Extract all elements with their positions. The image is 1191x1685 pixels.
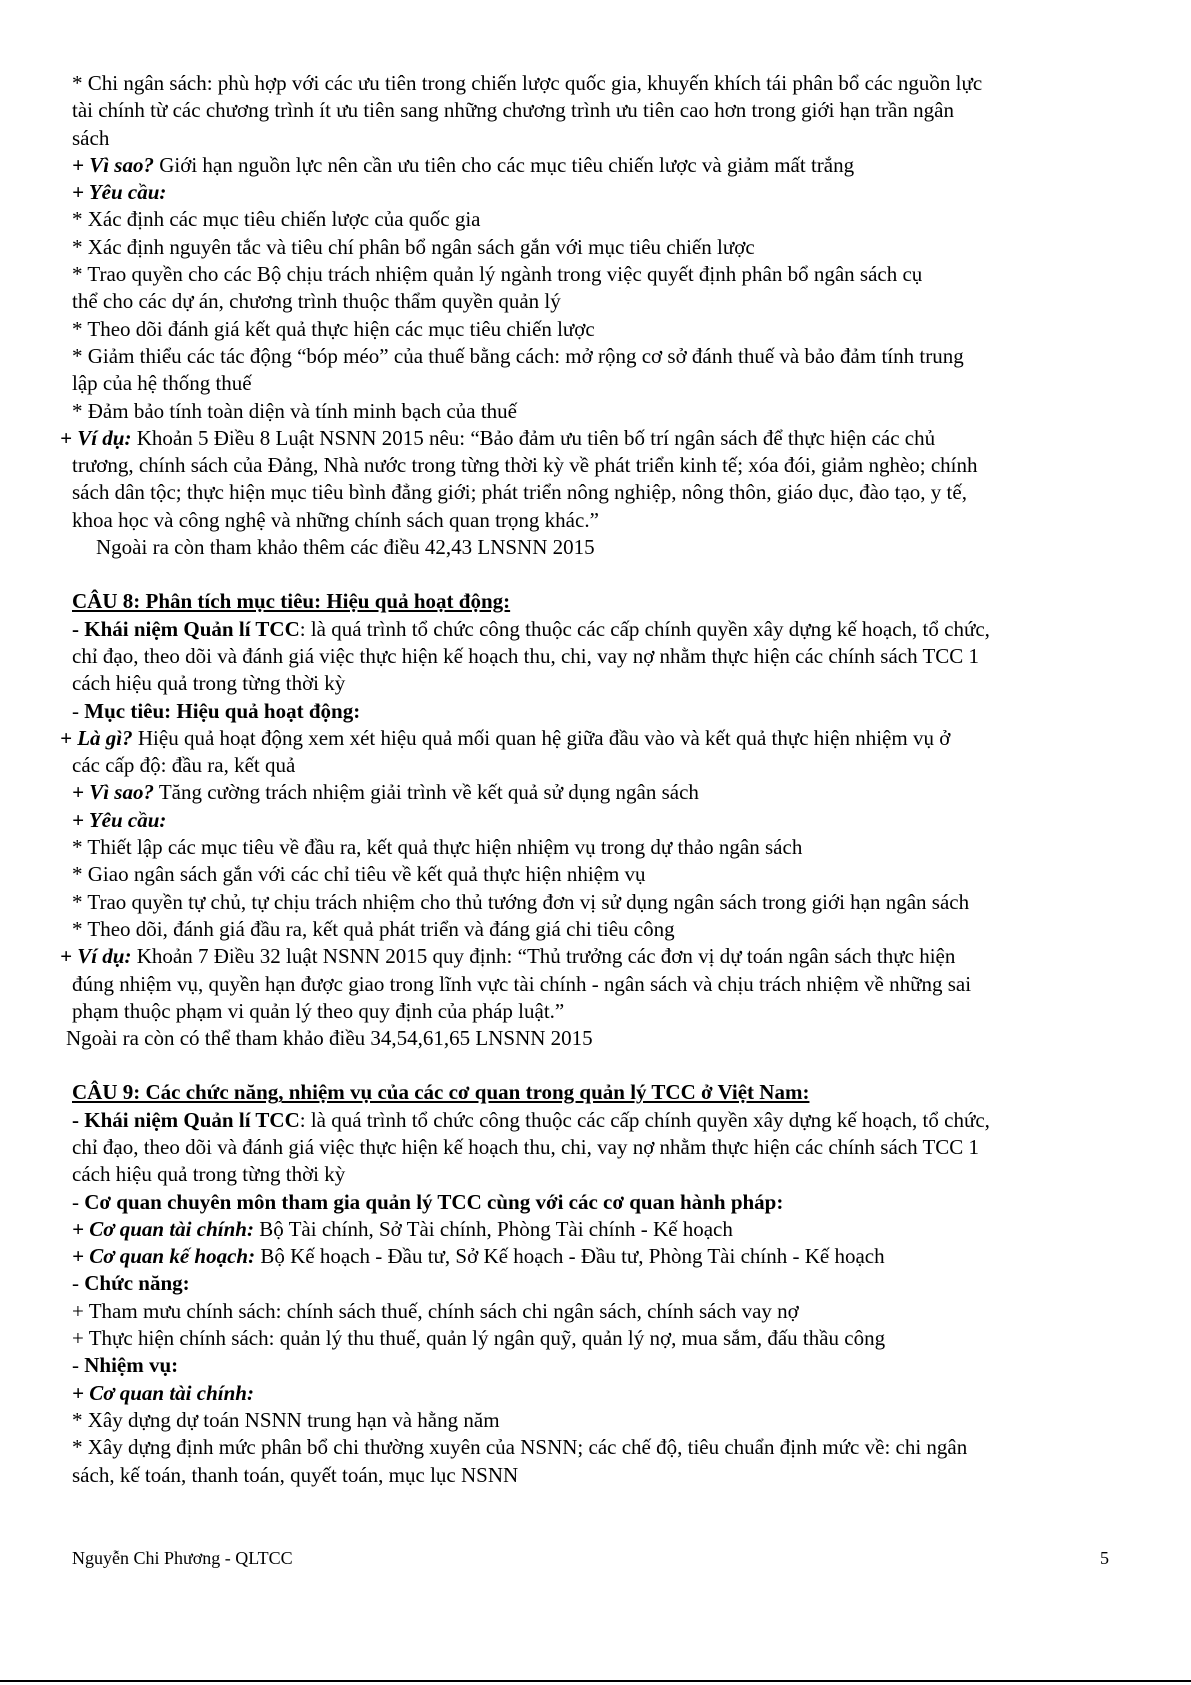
text-line: [72, 1189, 1122, 1216]
text-line: đúng nhiệm vụ, quyền hạn được giao trong lĩnh vực tài chính - ngân sách và chịu trách nhiệm về những sai: [72, 971, 972, 996]
text-line: [72, 1107, 1122, 1134]
section-heading-cau-9: CÂU 9: Các chức năng, nhiệm vụ của các cơ quan trong quản lý TCC ở Việt Nam:: [72, 1080, 810, 1105]
text-line: chỉ đạo, theo dõi và đánh giá việc thực hiện kế hoạch thu, chi, vay nợ nhằm thực hiện các chính sách TCC 1: [72, 1134, 980, 1159]
text-line: chỉ đạo, theo dõi và đánh giá việc thực hiện kế hoạch thu, chi, vay nợ nhằm thực hiện các chính sách TCC 1: [72, 643, 980, 668]
text-line: * Xây dựng dự toán NSNN trung hạn và hằng năm: [72, 1407, 500, 1432]
label-requirements: + Yêu cầu:: [72, 807, 167, 832]
label-why: + Vì sao?: [72, 152, 154, 177]
duties-label: Nhiệm vụ:: [84, 1353, 179, 1378]
text-line: * Xác định nguyên tắc và tiêu chí phân bổ ngân sách gắn với mục tiêu chiến lược: [72, 234, 755, 259]
label-text: Khoản 5 Điều 8 Luật NSNN 2015 nêu: “Bảo đảm ưu tiên bố trí ngân sách để thực hiện các chủ: [131, 425, 936, 450]
definition-label: - Khái niệm Quản lí TCC: [72, 616, 300, 641]
document-body: [60, 70, 1122, 1489]
text-line: + Thực hiện chính sách: quản lý thu thuế, quản lý ngân quỹ, quản lý nợ, mua sắm, đấu thầu công: [72, 1326, 886, 1351]
section-gap: [72, 561, 1122, 588]
text-line: [60, 943, 1122, 970]
text-line: [72, 1270, 1122, 1297]
label-text: Bộ Tài chính, Sở Tài chính, Phòng Tài chính - Kế hoạch: [253, 1216, 733, 1241]
text-line: [72, 1216, 1122, 1243]
page-number: 5: [1100, 1548, 1109, 1568]
text-line: khoa học và công nghệ và những chính sách quan trọng khác.”: [72, 507, 599, 532]
label-what: + Là gì?: [60, 725, 133, 750]
label-why: + Vì sao?: [72, 780, 154, 805]
text-line: thể cho các dự án, chương trình thuộc thẩm quyền quản lý: [72, 289, 561, 314]
section-heading-cau-8: CÂU 8: Phân tích mục tiêu: Hiệu quả hoạt động:: [72, 589, 511, 614]
text-line: [60, 725, 1122, 752]
text-line: * Xây dựng định mức phân bổ chi thường xuyên của NSNN; các chế độ, tiêu chuẩn định mức về: chi ngân: [72, 1435, 968, 1460]
dash: -: [72, 1353, 85, 1378]
text-line: [72, 779, 1122, 806]
label-finance-agency: + Cơ quan tài chính:: [72, 1216, 254, 1241]
text-line: * Trao quyền tự chủ, tự chịu trách nhiệm cho thủ tướng đơn vị sử dụng ngân sách trong giới hạn ngân sách: [72, 889, 970, 914]
definition-text: : là quá trình tổ chức công thuộc các cấp chính quyền xây dựng kế hoạch, tổ chức,: [299, 1107, 990, 1132]
label-text: Bộ Kế hoạch - Đầu tư, Sở Kế hoạch - Đầu tư, Phòng Tài chính - Kế hoạch: [255, 1244, 885, 1269]
text-line: phạm thuộc phạm vi quản lý theo quy định của pháp luật.”: [72, 998, 565, 1023]
dash: -: [72, 698, 85, 723]
text-line: Ngoài ra còn có thể tham khảo điều 34,54,61,65 LNSNN 2015: [66, 1026, 593, 1051]
label-requirements: + Yêu cầu:: [72, 180, 167, 205]
text-line: tài chính từ các chương trình ít ưu tiên sang những chương trình ưu tiên cao hơn trong giới hạn trần ngân: [72, 98, 954, 123]
definition-label: - Khái niệm Quản lí TCC: [72, 1107, 300, 1132]
text-line: * Chi ngân sách: phù hợp với các ưu tiên trong chiến lược quốc gia, khuyến khích tái phân bổ các nguồn lực: [72, 71, 983, 95]
dash: -: [72, 1271, 85, 1296]
bottom-divider: [0, 1680, 1191, 1682]
label-text: Hiệu quả hoạt động xem xét hiệu quả mối quan hệ giữa đầu vào và kết quả thực hiện nhiệm vụ ở: [132, 725, 951, 750]
text-line: * Đảm bảo tính toàn diện và tính minh bạch của thuế: [72, 398, 517, 423]
text-line: * Giảm thiểu các tác động “bóp méo” của thuế bằng cách: mở rộng cơ sở đánh thuế và bảo đảm tính trung: [72, 343, 964, 368]
label-example: + Ví dụ:: [60, 425, 132, 450]
text-line: [72, 616, 1122, 643]
text-line: cách hiệu quả trong từng thời kỳ: [72, 1162, 346, 1187]
text-line: [72, 179, 1122, 206]
text-line: lập của hệ thống thuế: [72, 371, 252, 396]
text-line: [72, 1243, 1122, 1270]
label-text: Tăng cường trách nhiệm giải trình về kết quả sử dụng ngân sách: [153, 780, 699, 805]
definition-text: : là quá trình tổ chức công thuộc các cấp chính quyền xây dựng kế hoạch, tổ chức,: [299, 616, 990, 641]
dash: -: [72, 1189, 85, 1214]
text-line: * Theo dõi, đánh giá đầu ra, kết quả phát triển và đáng giá chi tiêu công: [72, 916, 675, 941]
label-finance-agency: + Cơ quan tài chính:: [72, 1380, 254, 1405]
text-line: Ngoài ra còn tham khảo thêm các điều 42,43 LNSNN 2015: [96, 535, 595, 560]
text-line: trương, chính sách của Đảng, Nhà nước trong từng thời kỳ về phát triển kinh tế; xóa đói, giảm nghèo; chính: [72, 453, 978, 478]
label-example: + Ví dụ:: [60, 944, 132, 969]
section-gap: [72, 1052, 1122, 1079]
text-line: [72, 1352, 1122, 1379]
text-line: [72, 1380, 1122, 1407]
text-line: sách: [72, 125, 110, 150]
functions-label: Chức năng:: [84, 1271, 190, 1296]
text-line: sách, kế toán, thanh toán, quyết toán, mục lục NSNN: [72, 1462, 519, 1487]
text-line: cách hiệu quả trong từng thời kỳ: [72, 671, 346, 696]
text-line: các cấp độ: đầu ra, kết quả: [72, 753, 296, 778]
text-line: * Xác định các mục tiêu chiến lược của quốc gia: [72, 207, 481, 232]
text-line: * Thiết lập các mục tiêu về đầu ra, kết quả thực hiện nhiệm vụ trong dự thảo ngân sách: [72, 835, 803, 860]
text-line: * Giao ngân sách gắn với các chỉ tiêu về kết quả thực hiện nhiệm vụ: [72, 862, 646, 887]
label-text: Khoản 7 Điều 32 luật NSNN 2015 quy định: “Thủ trưởng các đơn vị dự toán ngân sách thực hiện: [131, 944, 956, 969]
text-line: + Tham mưu chính sách: chính sách thuế, chính sách chi ngân sách, chính sách vay nợ: [72, 1298, 799, 1323]
text-line: [72, 152, 1122, 179]
text-line: [72, 807, 1122, 834]
text-line: sách dân tộc; thực hiện mục tiêu bình đẳng giới; phát triển nông nghiệp, nông thôn, giáo dục, đào tạo, y tế,: [72, 480, 967, 505]
text-line: [72, 698, 1122, 725]
objective-label: Mục tiêu: Hiệu quả hoạt động:: [84, 698, 361, 723]
text-line: [60, 425, 1122, 452]
label-text: Giới hạn nguồn lực nên cần ưu tiên cho các mục tiêu chiến lược và giảm mất trắng: [153, 152, 855, 177]
agencies-label: Cơ quan chuyên môn tham gia quản lý TCC cùng với các cơ quan hành pháp:: [84, 1189, 784, 1214]
label-planning-agency: + Cơ quan kế hoạch:: [72, 1244, 256, 1269]
text-line: * Theo dõi đánh giá kết quả thực hiện các mục tiêu chiến lược: [72, 316, 595, 341]
footer-author: Nguyễn Chi Phương - QLTCC: [72, 1548, 293, 1568]
text-line: * Trao quyền cho các Bộ chịu trách nhiệm quản lý ngành trong việc quyết định phân bổ ngân sách cụ: [72, 262, 923, 287]
